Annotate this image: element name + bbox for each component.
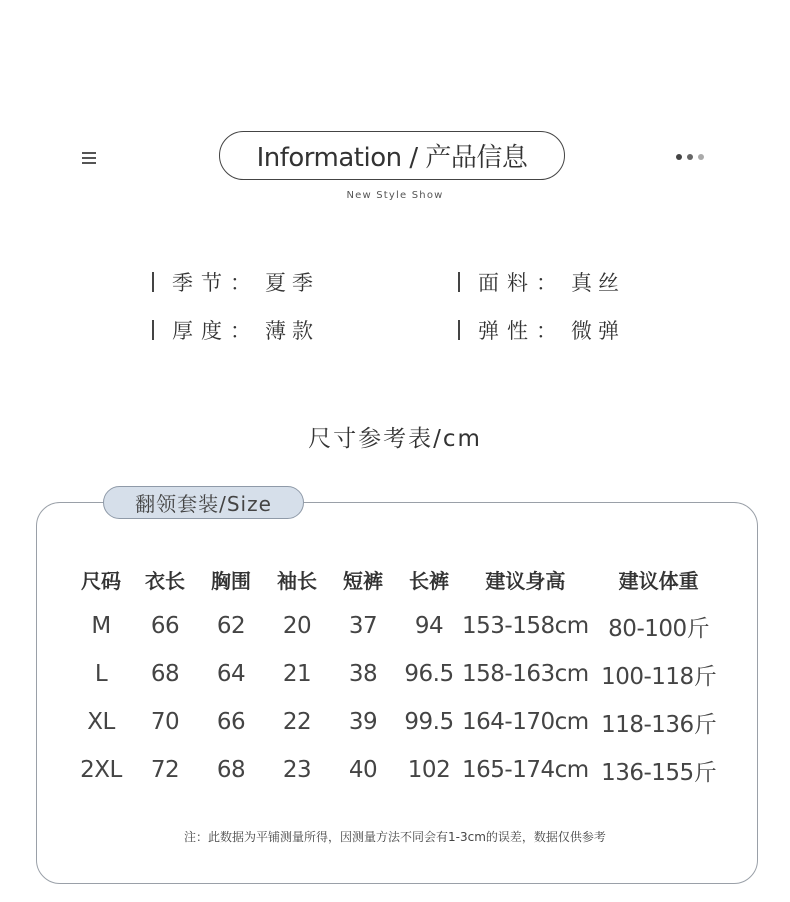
info-value: 薄款 (265, 319, 319, 343)
header-weight: 建议体重 (618, 568, 699, 593)
size-table (70, 556, 729, 794)
table-row (70, 602, 729, 650)
table-cell: 99.5 (404, 709, 454, 735)
table-cell: 22 (282, 709, 312, 735)
info-value: 真丝 (571, 271, 625, 295)
subtitle: New Style Show (346, 190, 444, 201)
table-cell: 136-155斤 (601, 759, 717, 786)
table-cell: 72 (150, 757, 180, 783)
table-cell: 2XL (80, 757, 122, 783)
info-value: 夏季 (265, 271, 319, 295)
table-cell: 70 (150, 709, 180, 735)
measurement-note: 注：此数据为平铺测量所得，因测量方法不同会有1-3cm的误差，数据仅供参考 (184, 830, 606, 844)
table-cell: 158-163cm (462, 661, 589, 687)
info-label: 面料： (478, 271, 565, 295)
table-cell: 118-136斤 (601, 711, 717, 738)
divider-bar (458, 320, 460, 340)
table-cell: M (91, 613, 111, 639)
table-cell: 94 (414, 613, 444, 639)
table-cell: 100-118斤 (601, 663, 717, 690)
table-cell: 20 (282, 613, 312, 639)
divider-bar (152, 320, 154, 340)
table-cell: 66 (150, 613, 180, 639)
table-row (70, 698, 729, 746)
info-elasticity (458, 315, 625, 345)
header-length: 衣长 (145, 568, 185, 593)
table-cell: 21 (282, 661, 312, 687)
info-value: 微弹 (571, 319, 625, 343)
title-pill (219, 131, 565, 180)
table-cell: 39 (348, 709, 378, 735)
header-height: 建议身高 (485, 568, 566, 593)
info-fabric (458, 267, 625, 297)
dot-1 (676, 154, 682, 160)
table-cell: 68 (150, 661, 180, 687)
table-cell: 164-170cm (462, 709, 589, 735)
header-sleeve: 袖长 (277, 568, 317, 593)
table-cell: 23 (282, 757, 312, 783)
table-cell: 165-174cm (462, 757, 589, 783)
header-chest: 胸围 (211, 568, 251, 593)
table-cell: 153-158cm (462, 613, 589, 639)
dot-2 (687, 154, 693, 160)
menu-icon (82, 152, 96, 164)
header-size: 尺码 (81, 568, 121, 593)
table-cell: 62 (216, 613, 246, 639)
info-season (152, 267, 319, 297)
table-row (70, 746, 729, 794)
table-cell: 102 (407, 757, 451, 783)
table-cell: 68 (216, 757, 246, 783)
table-cell: 64 (216, 661, 246, 687)
info-label: 厚度： (172, 319, 259, 343)
more-dots-icon (676, 154, 716, 162)
table-cell: 37 (348, 613, 378, 639)
table-cell: L (94, 661, 108, 687)
dot-3 (698, 154, 704, 160)
header-shorts: 短裤 (343, 568, 383, 593)
page-title: Information / 产品信息 (256, 143, 528, 173)
info-label: 弹性： (478, 319, 565, 343)
table-cell: 80-100斤 (608, 615, 710, 642)
table-cell: 66 (216, 709, 246, 735)
table-header-row (70, 556, 729, 602)
divider-bar (152, 272, 154, 292)
table-cell: 38 (348, 661, 378, 687)
table-cell: XL (87, 709, 115, 735)
info-thickness (152, 315, 319, 345)
header-pants: 长裤 (409, 568, 449, 593)
divider-bar (458, 272, 460, 292)
table-cell: 96.5 (404, 661, 454, 687)
info-label: 季节： (172, 271, 259, 295)
size-tag: 翻领套装/Size (103, 486, 304, 519)
size-chart-title: 尺寸参考表/cm (308, 426, 482, 452)
table-row (70, 650, 729, 698)
table-cell: 40 (348, 757, 378, 783)
